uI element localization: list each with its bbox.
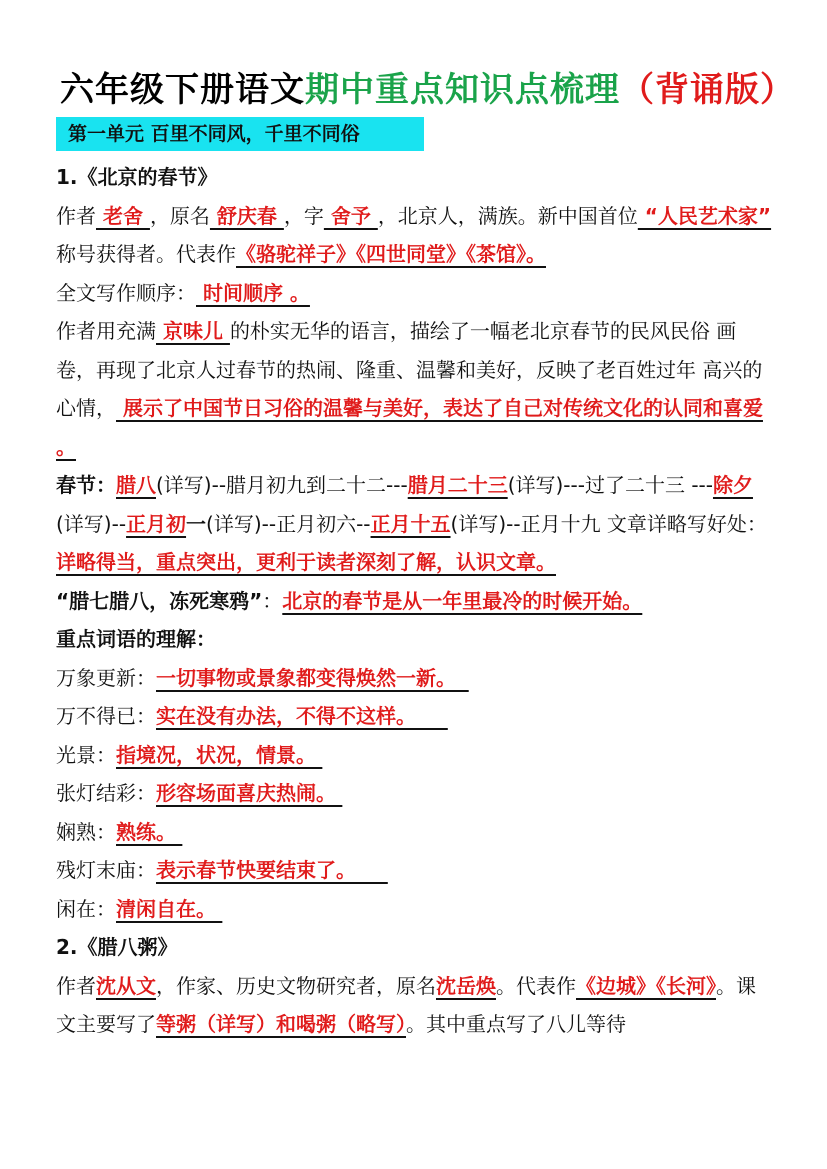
answer-laba: 腊八 — [116, 473, 156, 497]
answer-representative-works: 《骆驼祥子》《四世同堂》《茶馆》。 — [236, 242, 546, 266]
answer-lantern-festival: 正月十五 — [370, 511, 451, 536]
vocab-item: 光景：指境况，状况，情景。 — [56, 742, 316, 767]
unit-banner: 第一单元 百里不同风，千里不同俗 — [56, 117, 424, 151]
answer-works-2: 《边城》《长河》 — [576, 973, 716, 998]
answer-23rd: 腊月二十三 — [407, 473, 508, 497]
answer-honorary-title: “人民艺术家” — [637, 203, 772, 228]
lesson-2-heading: 2.《腊八粥》 — [56, 935, 178, 959]
page-title — [60, 62, 795, 111]
answer-main-content-2: 等粥（详写）和喝粥（略写） — [156, 1012, 406, 1036]
answer-detail-benefit: 详略得当，重点突出，更利于读者深刻了解，认识文章。 — [56, 550, 556, 574]
answer-author-2: 沈从文 — [96, 973, 156, 998]
title-part-version: （背诵版） — [620, 70, 795, 110]
summary-paragraph: 作者用充满 京味儿 的朴实无华的语言，描绘了一幅老北京春节的民风民俗 画卷，再现了北京人过春节的热闹、隆重、温馨和美好，反映了老百姓过年 高兴的心情， 展示了中国节日习俗的温馨与美好，表达了自己对传统文化的认同和喜爱 。 — [56, 319, 763, 459]
vocab-item: 张灯结彩：形容场面喜庆热闹。 — [56, 781, 336, 805]
answer-writing-order: 时间顺序 。 — [196, 280, 310, 305]
answer-author: 老舍 — [96, 203, 150, 228]
writing-order-line: 全文写作顺序： 时间顺序 。 — [56, 280, 310, 305]
proverb-line: “腊七腊八，冻死寒鸦”：北京的春节是从一年里最冷的时候开始。 — [56, 588, 643, 613]
answer-first-day: 正月初 — [126, 511, 187, 536]
author-paragraph: 作者 老舍 ，原名 舒庆春 ，字 舍予 ，北京人，满族。新中国首位 “人民艺术家” 称号获得者。代表作《骆驼祥子》《四世同堂》《茶馆》。 — [56, 203, 772, 266]
vocab-item: 闲在：清闲自在。 — [56, 896, 216, 921]
vocab-item: 娴熟：熟练。 — [56, 819, 176, 844]
festival-timeline-paragraph: 春节：腊八(详写)--腊月初九到二十二---腊月二十三(详写)---过了二十三 ---除夕(详写)--正月初一(详写)--正月初六--正月十五(详写)--正月十九 文章详略写好处：详略得当，重点突出，更利于读者深刻了解，认识文章。 — [56, 473, 767, 574]
vocab-item: 万不得已：实在没有办法，不得不这样。 — [56, 704, 416, 728]
vocab-item: 残灯末庙：表示春节快要结束了。 — [56, 858, 356, 882]
answer-original-name-2: 沈岳焕 — [436, 973, 496, 998]
answer-proverb-meaning: 北京的春节是从一年里最冷的时候开始。 — [282, 588, 643, 613]
answer-new-years-eve: 除夕 — [712, 473, 753, 497]
vocab-item: 万象更新：一切事物或景象都变得焕然一新。 — [56, 665, 456, 690]
vocab-heading: 重点词语的理解： — [56, 627, 216, 651]
lesson-1-heading: 1.《北京的春节》 — [56, 165, 218, 189]
title-part-topic: 期中重点知识点梳理 — [305, 70, 620, 110]
lesson-2-author-paragraph: 作者沈从文，作家、历史文物研究者，原名沈岳焕。代表作《边城》《长河》。课文主要写了等粥（详写）和喝粥（略写）。其中重点写了八儿等待 — [56, 973, 756, 1036]
title-part-grade: 六年级下册语文 — [60, 70, 305, 110]
notes-content — [56, 158, 774, 1044]
answer-language-style: 京味儿 — [156, 319, 230, 343]
answer-original-name: 舒庆春 — [209, 203, 284, 228]
answer-theme: 展示了中国节日习俗的温馨与美好，表达了自己对传统文化的认同和喜爱 。 — [56, 396, 763, 459]
answer-courtesy-name: 舍予 — [323, 203, 378, 228]
